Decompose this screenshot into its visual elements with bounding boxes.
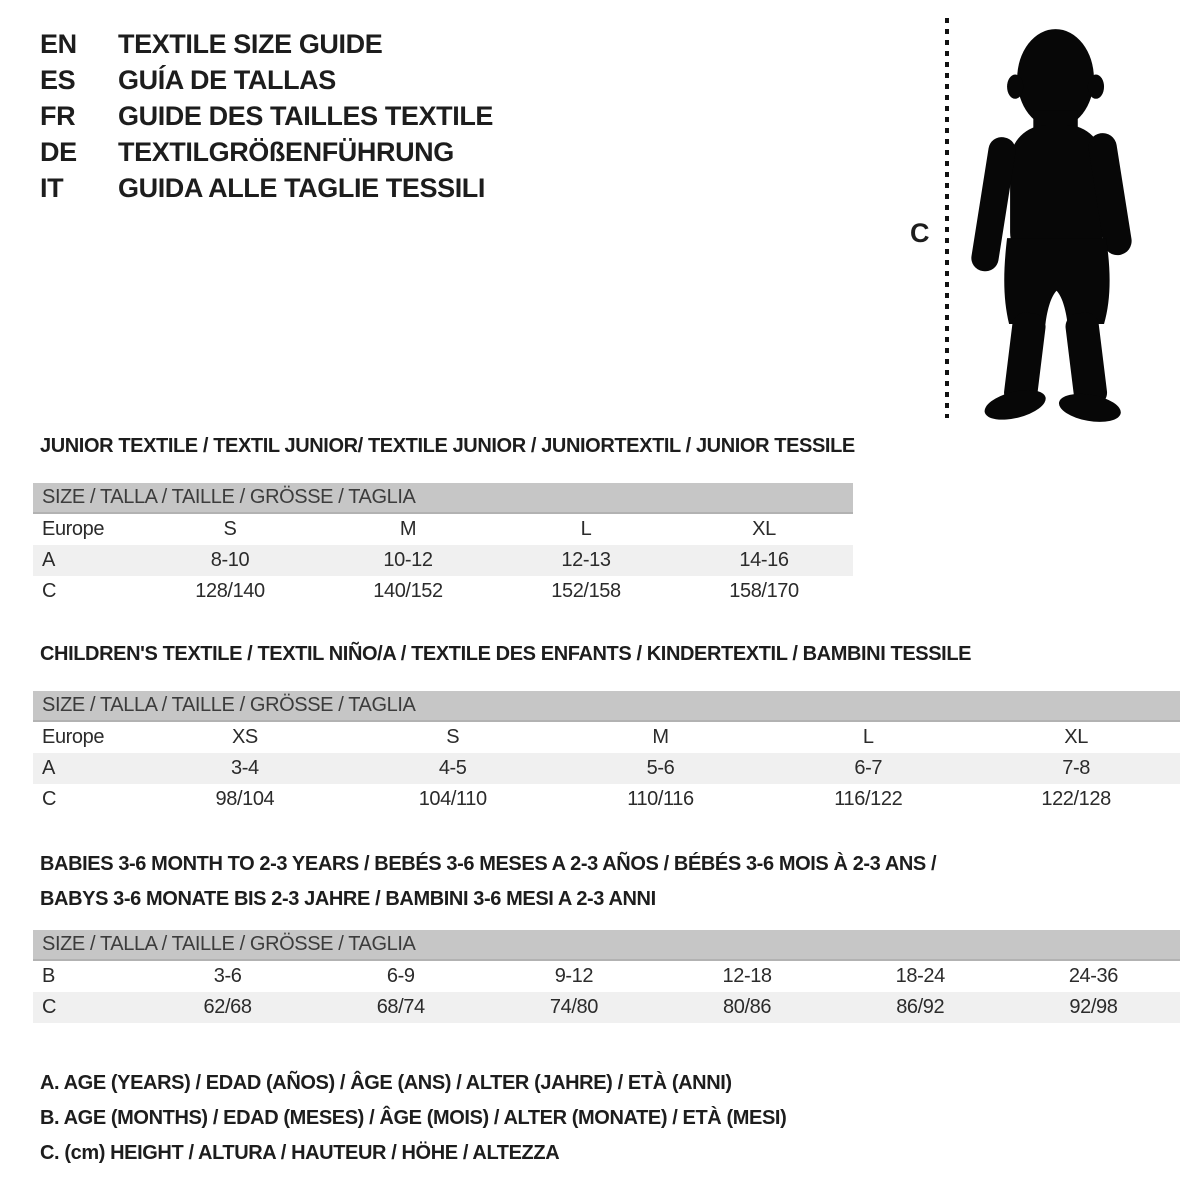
size-cell: M [399, 518, 417, 540]
size-cell: S [223, 518, 237, 540]
height-measurement-figure [898, 12, 1190, 424]
height-cell: 110/116 [627, 788, 694, 810]
age-cell: 8-10 [210, 549, 250, 571]
language-row-es [40, 62, 493, 98]
height-cell: 128/140 [195, 580, 265, 602]
language-row-it [40, 170, 493, 206]
table-row-height [33, 992, 1180, 1023]
height-cell: 98/104 [215, 788, 275, 810]
language-code: ES [40, 64, 76, 95]
age-cell: 6-9 [386, 965, 415, 987]
size-cell: XL [1064, 726, 1088, 748]
babies-title-line2: BABYS 3-6 MONATE BIS 2-3 JAHRE / BAMBINI 3-6 MESI A 2-3 ANNI [40, 888, 656, 910]
table-row-europe [33, 514, 853, 545]
guide-title-de: TEXTILGRÖßENFÜHRUNG [118, 136, 454, 167]
guide-title-es: GUÍA DE TALLAS [118, 64, 336, 95]
age-cell: 10-12 [383, 549, 433, 571]
table-row-height [33, 576, 853, 607]
children-section-title: CHILDREN'S TEXTILE / TEXTIL NIÑO/A / TEXTILE DES ENFANTS / KINDERTEXTIL / BAMBINI TESSILE [40, 643, 972, 665]
children-size-table [33, 691, 1180, 815]
height-cell: 80/86 [723, 996, 772, 1018]
height-cell: 74/80 [549, 996, 598, 1018]
height-cell: 92/98 [1069, 996, 1118, 1018]
language-row-fr [40, 98, 493, 134]
age-cell: 12-18 [722, 965, 772, 987]
babies-section-title [40, 847, 936, 917]
language-code: IT [40, 172, 64, 203]
table-row-europe [33, 722, 1180, 753]
table-row-age-months [33, 961, 1180, 992]
legend-age-months: B. AGE (MONTHS) / EDAD (MESES) / ÂGE (MOIS) / ALTER (MONATE) / ETÀ (MESI) [40, 1107, 787, 1129]
size-header-bar: SIZE / TALLA / TAILLE / GRÖSSE / TAGLIA [33, 483, 853, 514]
age-cell: 12-13 [561, 549, 611, 571]
age-cell: 24-36 [1068, 965, 1118, 987]
height-cell: 86/92 [896, 996, 945, 1018]
height-cell: 116/122 [834, 788, 903, 810]
row-label: Europe [42, 726, 105, 748]
height-cell: 152/158 [551, 580, 621, 602]
row-label: B [42, 965, 55, 987]
language-code: FR [40, 100, 76, 131]
guide-title-it: GUIDA ALLE TAGLIE TESSILI [118, 172, 485, 203]
row-label: C [42, 996, 57, 1018]
height-cell: 122/128 [1041, 788, 1111, 810]
size-cell: M [652, 726, 669, 748]
guide-title-en: TEXTILE SIZE GUIDE [118, 28, 383, 59]
size-header-bar: SIZE / TALLA / TAILLE / GRÖSSE / TAGLIA [33, 691, 1180, 722]
babies-size-table [33, 930, 1180, 1023]
legend [40, 1066, 786, 1171]
age-cell: 18-24 [895, 965, 945, 987]
age-cell: 9-12 [554, 965, 594, 987]
age-cell: 6-7 [854, 757, 883, 779]
language-row-en [40, 26, 493, 62]
height-cell: 104/110 [418, 788, 487, 810]
legend-age-years: A. AGE (YEARS) / EDAD (AÑOS) / ÂGE (ANS) / ALTER (JAHRE) / ETÀ (ANNI) [40, 1072, 732, 1094]
age-cell: 3-4 [231, 757, 259, 779]
size-cell: L [862, 726, 874, 748]
age-cell: 4-5 [438, 757, 467, 779]
table-row-age [33, 753, 1180, 784]
size-header-bar: SIZE / TALLA / TAILLE / GRÖSSE / TAGLIA [33, 930, 1180, 961]
age-cell: 7-8 [1062, 757, 1090, 779]
row-label: C [42, 580, 57, 602]
babies-title-line1: BABIES 3-6 MONTH TO 2-3 YEARS / BEBÉS 3-6 MESES A 2-3 AÑOS / BÉBÉS 3-6 MOIS À 2-3 ANS / [40, 853, 937, 875]
age-cell: 14-16 [739, 549, 789, 571]
row-label: A [42, 549, 55, 571]
row-label: Europe [42, 518, 105, 540]
guide-title-fr: GUIDE DES TAILLES TEXTILE [118, 100, 494, 131]
age-cell: 5-6 [646, 757, 675, 779]
language-title-list [40, 26, 493, 206]
legend-height-cm: C. (cm) HEIGHT / ALTURA / HAUTEUR / HÖHE / ALTEZZA [40, 1142, 560, 1164]
junior-size-table [33, 483, 853, 607]
junior-section-title: JUNIOR TEXTILE / TEXTIL JUNIOR/ TEXTILE JUNIOR / JUNIORTEXTIL / JUNIOR TESSILE [40, 435, 855, 457]
table-row-age [33, 545, 853, 576]
height-cell: 158/170 [729, 580, 799, 602]
measure-label-c: C [910, 218, 930, 248]
row-label: A [42, 757, 55, 779]
size-cell: L [580, 518, 592, 540]
row-label: C [42, 788, 57, 810]
size-cell: XL [752, 518, 776, 540]
height-cell: 68/74 [376, 996, 425, 1018]
language-row-de [40, 134, 493, 170]
language-code: DE [40, 136, 77, 167]
toddler-silhouette-icon [962, 18, 1140, 422]
size-cell: XS [231, 726, 258, 748]
size-cell: S [446, 726, 460, 748]
age-cell: 3-6 [213, 965, 242, 987]
table-row-height [33, 784, 1180, 815]
language-code: EN [40, 28, 77, 59]
height-cell: 62/68 [203, 996, 252, 1018]
height-dashed-line-icon [944, 18, 950, 418]
height-cell: 140/152 [373, 580, 443, 602]
